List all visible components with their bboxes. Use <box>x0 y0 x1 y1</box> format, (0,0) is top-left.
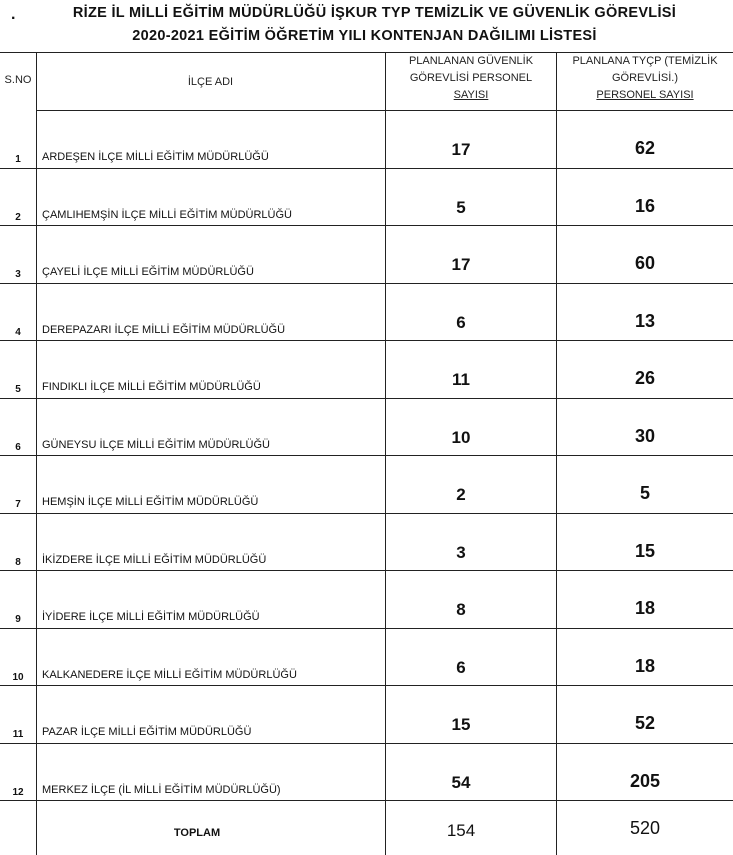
row-divider <box>0 168 733 169</box>
district-name: FINDIKLI İLÇE MİLLİ EĞİTİM MÜDÜRLÜĞÜ <box>42 381 261 393</box>
security-count: 54 <box>451 772 471 792</box>
cleaning-count: 60 <box>634 253 656 273</box>
security-count: 11 <box>452 370 470 389</box>
row-divider <box>0 513 733 514</box>
row-divider <box>0 398 733 399</box>
column-divider <box>36 52 37 855</box>
column-divider <box>556 52 557 855</box>
total-cleaning: 520 <box>629 818 661 838</box>
cleaning-count: 52 <box>634 713 656 733</box>
cleaning-count: 5 <box>639 483 650 503</box>
security-count: 17 <box>451 140 471 159</box>
row-number: 12 <box>12 786 24 798</box>
security-count: 10 <box>451 427 471 447</box>
row-number: 6 <box>15 441 21 453</box>
cleaning-count: 15 <box>634 540 656 561</box>
security-count: 17 <box>451 255 471 274</box>
row-divider <box>0 743 733 744</box>
district-name: PAZAR İLÇE MİLLİ EĞİTİM MÜDÜRLÜĞÜ <box>42 726 252 738</box>
cleaning-count: 26 <box>634 368 656 388</box>
security-count: 5 <box>456 197 466 217</box>
page-title: RİZE İL MİLLİ EĞİTİM MÜDÜRLÜĞÜ İŞKUR TYP TEMİZLİK VE GÜVENLİK GÖREVLİSİ <box>72 5 677 21</box>
district-name: HEMŞİN İLÇE MİLLİ EĞİTİM MÜDÜRLÜĞÜ <box>42 496 259 508</box>
district-name: KALKANEDERE İLÇE MİLLİ EĞİTİM MÜDÜRLÜĞÜ <box>42 668 297 681</box>
row-number: 10 <box>12 671 24 683</box>
row-divider <box>0 570 733 571</box>
cleaning-count: 205 <box>629 770 661 791</box>
cleaning-count: 13 <box>634 310 656 331</box>
row-divider <box>0 628 733 629</box>
district-name: DEREPAZARI İLÇE MİLLİ EĞİTİM MÜDÜRLÜĞÜ <box>42 323 286 336</box>
row-number: 4 <box>15 326 21 338</box>
page-subtitle: 2020-2021 EĞİTİM ÖĞRETİM YILI KONTENJAN DAĞILIMI LİSTESİ <box>132 28 597 44</box>
security-count: 6 <box>456 657 466 677</box>
row-number: 7 <box>15 499 21 510</box>
row-number: 9 <box>15 614 21 625</box>
cleaning-count: 16 <box>634 195 656 216</box>
district-name: MERKEZ İLÇE (İL MİLLİ EĞİTİM MÜDÜRLÜĞÜ) <box>42 783 281 796</box>
row-number: 2 <box>15 211 21 223</box>
security-count: 6 <box>456 312 466 332</box>
row-number: 3 <box>15 269 21 280</box>
row-divider <box>0 685 733 686</box>
row-number: 1 <box>15 154 21 165</box>
district-name: ÇAMLIHEMŞİN İLÇE MİLLİ EĞİTİM MÜDÜRLÜĞÜ <box>42 208 292 221</box>
security-count: 15 <box>451 715 471 734</box>
district-name: İYİDERE İLÇE MİLLİ EĞİTİM MÜDÜRLÜĞÜ <box>42 611 260 623</box>
row-divider <box>0 225 733 226</box>
district-name: GÜNEYSU İLÇE MİLLİ EĞİTİM MÜDÜRLÜĞÜ <box>42 438 270 451</box>
district-name: ÇAYELİ İLÇE MİLLİ EĞİTİM MÜDÜRLÜĞÜ <box>42 266 254 278</box>
header-sno: S.NO <box>4 74 32 86</box>
row-number: 5 <box>15 384 21 395</box>
header-tycp: PLANLANA TYÇP (TEMİZLİK GÖREVLİSİ.) PERSONEL SAYISI <box>572 55 718 101</box>
district-name: ARDEŞEN İLÇE MİLLİ EĞİTİM MÜDÜRLÜĞÜ <box>42 151 269 163</box>
district-name: İKİZDERE İLÇE MİLLİ EĞİTİM MÜDÜRLÜĞÜ <box>42 553 267 566</box>
cleaning-count: 30 <box>634 425 656 446</box>
cleaning-count: 18 <box>634 655 656 676</box>
total-security: 154 <box>446 821 476 840</box>
title-bullet: . <box>11 6 16 23</box>
security-count: 2 <box>456 485 466 504</box>
security-count: 3 <box>456 542 466 562</box>
total-label: TOPLAM <box>173 827 221 839</box>
row-number: 11 <box>12 729 24 740</box>
row-divider <box>0 455 733 456</box>
header-ilce: İLÇE ADI <box>187 76 234 88</box>
security-count: 8 <box>456 600 466 619</box>
row-divider <box>0 283 733 284</box>
row-divider <box>0 340 733 341</box>
cleaning-count: 62 <box>634 138 656 158</box>
cleaning-count: 18 <box>634 598 656 618</box>
total-divider <box>0 800 733 801</box>
row-divider <box>36 110 733 111</box>
quota-table <box>0 52 733 855</box>
header-guvenlik: PLANLANAN GÜVENLİK GÖREVLİSİ PERSONEL SAYISI <box>408 55 534 101</box>
row-number: 8 <box>15 556 21 568</box>
